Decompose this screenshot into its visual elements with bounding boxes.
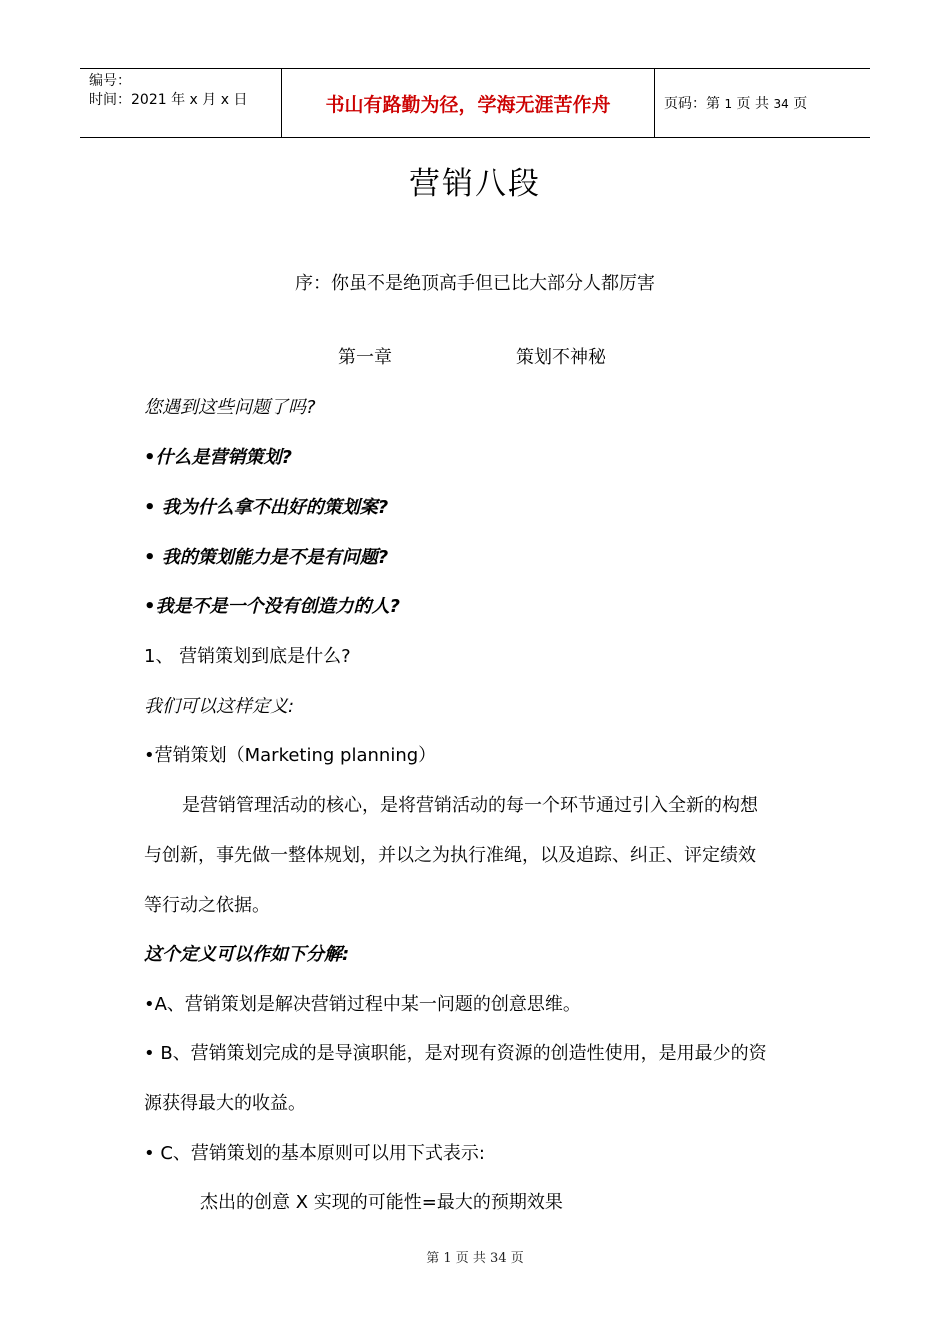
page-prefix: 页码：第 [664,96,720,112]
bullet-item: • C、营销策划的基本原则可以用下式表示: [144,1143,485,1164]
question-item: • 我的策划能力是不是有问题? [144,547,389,568]
question-item: • 我为什么拿不出好的策划案? [144,497,389,518]
preface-heading: 序：你虽不是绝顶高手但已比大部分人都厉害 [295,273,655,294]
header-page-info [664,93,807,113]
page-header [80,68,870,138]
paragraph-line: 等行动之依据。 [144,895,270,916]
term-line: •营销策划（Marketing planning） [144,745,437,766]
paragraph-line: 是营销管理活动的核心，是将营销活动的每一个环节通过引入全新的构想 [182,795,758,816]
paragraph-line: 与创新，事先做一整体规划，并以之为执行准绳，以及追踪、纠正、评定绩效 [144,845,756,866]
header-meta [89,72,247,110]
question-item: •什么是营销策划? [144,447,292,468]
page-current: 1 [724,97,733,111]
page-total: 34 [773,97,789,111]
paragraph-line: 源获得最大的收益。 [144,1093,306,1114]
bullet-item: •A、营销策划是解决营销过程中某一问题的创意思维。 [144,994,581,1015]
header-motto: 书山有路勤为径，学海无涯苦作舟 [325,93,611,116]
definition-intro: 我们可以这样定义: [144,696,295,717]
chapter-label: 第一章 [338,347,392,368]
formula-line: 杰出的创意 X 实现的可能性=最大的预期效果 [200,1192,563,1213]
page-footer: 第 1 页 共 34 页 [426,1251,524,1266]
chapter-name: 策划不神秘 [516,347,606,368]
breakdown-heading: 这个定义可以作如下分解: [144,944,350,965]
document-date: 时间：2021 年 x 月 x 日 [89,92,248,108]
bullet-item: • B、营销策划完成的是导演职能，是对现有资源的创造性使用，是用最少的资 [144,1043,767,1064]
question-intro: 您遇到这些问题了吗? [144,397,316,418]
page-middle: 页 共 [736,96,769,112]
document-number-label: 编号： [89,73,131,89]
page-suffix: 页 [793,96,808,112]
question-item: •我是不是一个没有创造力的人? [144,596,400,617]
section-heading: 1、 营销策划到底是什么? [144,646,351,667]
document-title: 营销八段 [409,166,541,202]
header-divider [654,69,655,137]
